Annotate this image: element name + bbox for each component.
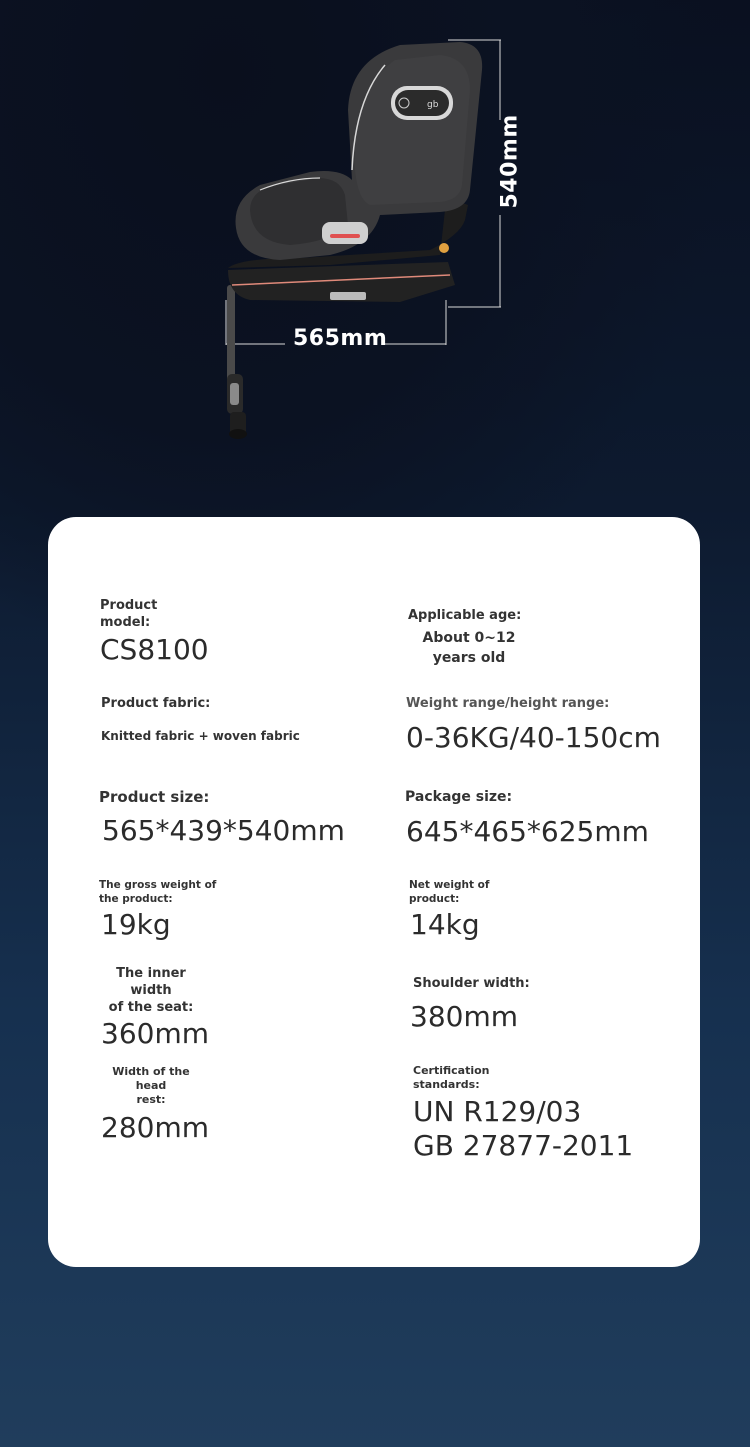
spec-age (408, 607, 530, 668)
product-hero (0, 0, 750, 470)
spec-weight-height (406, 695, 661, 755)
spec-fabric (101, 695, 300, 743)
spec-size-label: Product size: (99, 788, 210, 806)
spec-model (100, 597, 209, 667)
spec-shoulder-width-label: Shoulder width: (413, 976, 530, 991)
spec-age-value-2: years old (432, 650, 506, 666)
spec-package (405, 789, 649, 849)
spec-headrest-width (101, 1065, 209, 1145)
support-leg (227, 285, 247, 439)
spec-net-weight (409, 878, 489, 942)
spec-net-weight-label: Net weight of (409, 879, 490, 891)
spec-shoulder-width (410, 975, 530, 1034)
spec-size (99, 789, 345, 848)
spec-fabric-value: Knitted fabric + woven fabric (101, 729, 300, 743)
spec-inner-width-label-2: of the seat: (108, 1000, 194, 1015)
spec-package-value: 645*465*625mm (406, 815, 649, 848)
spec-shoulder-width-value: 380mm (410, 1000, 518, 1033)
spec-weight-height-value: 0-36KG/40-150cm (406, 721, 661, 754)
height-dimension-label: 540mm (497, 114, 523, 209)
spec-certification-label-2: standards: (413, 1078, 480, 1091)
spec-headrest-width-value: 280mm (101, 1111, 209, 1144)
spec-age-label: Applicable age: (408, 608, 522, 623)
spec-net-weight-value: 14kg (410, 908, 480, 941)
spec-model-value: CS8100 (100, 633, 209, 666)
spec-inner-width-value: 360mm (101, 1017, 209, 1050)
car-seat-illustration (0, 0, 750, 470)
spec-certification-value-2: GB 27877-2011 (413, 1129, 634, 1162)
spec-inner-width (100, 965, 209, 1051)
spec-gross-weight (99, 878, 216, 942)
spec-gross-weight-label: The gross weight of (99, 879, 217, 891)
spec-model-label: Product (100, 598, 158, 613)
spec-certification (413, 1064, 633, 1163)
spec-size-value: 565*439*540mm (102, 814, 345, 847)
spec-age-value: About 0~12 (422, 630, 516, 646)
spec-headrest-width-label: Width of the head (112, 1065, 190, 1092)
length-dimension-label: 565mm (293, 326, 388, 351)
spec-gross-weight-value: 19kg (101, 908, 171, 941)
spec-certification-value: UN R129/03 (413, 1095, 582, 1128)
spec-headrest-width-label-2: rest: (136, 1093, 166, 1106)
spec-model-label-2: model: (100, 615, 151, 630)
svg-text:gb: gb (427, 100, 439, 110)
spec-weight-height-label: Weight range/height range: (406, 696, 610, 711)
spec-certification-label: Certification (413, 1064, 490, 1077)
spec-net-weight-label-2: product: (409, 893, 460, 905)
spec-card (48, 517, 700, 1267)
spec-gross-weight-label-2: the product: (99, 893, 173, 905)
spec-package-label: Package size: (405, 789, 513, 805)
spec-fabric-label: Product fabric: (101, 696, 211, 711)
spec-inner-width-label: The inner width (116, 966, 186, 998)
